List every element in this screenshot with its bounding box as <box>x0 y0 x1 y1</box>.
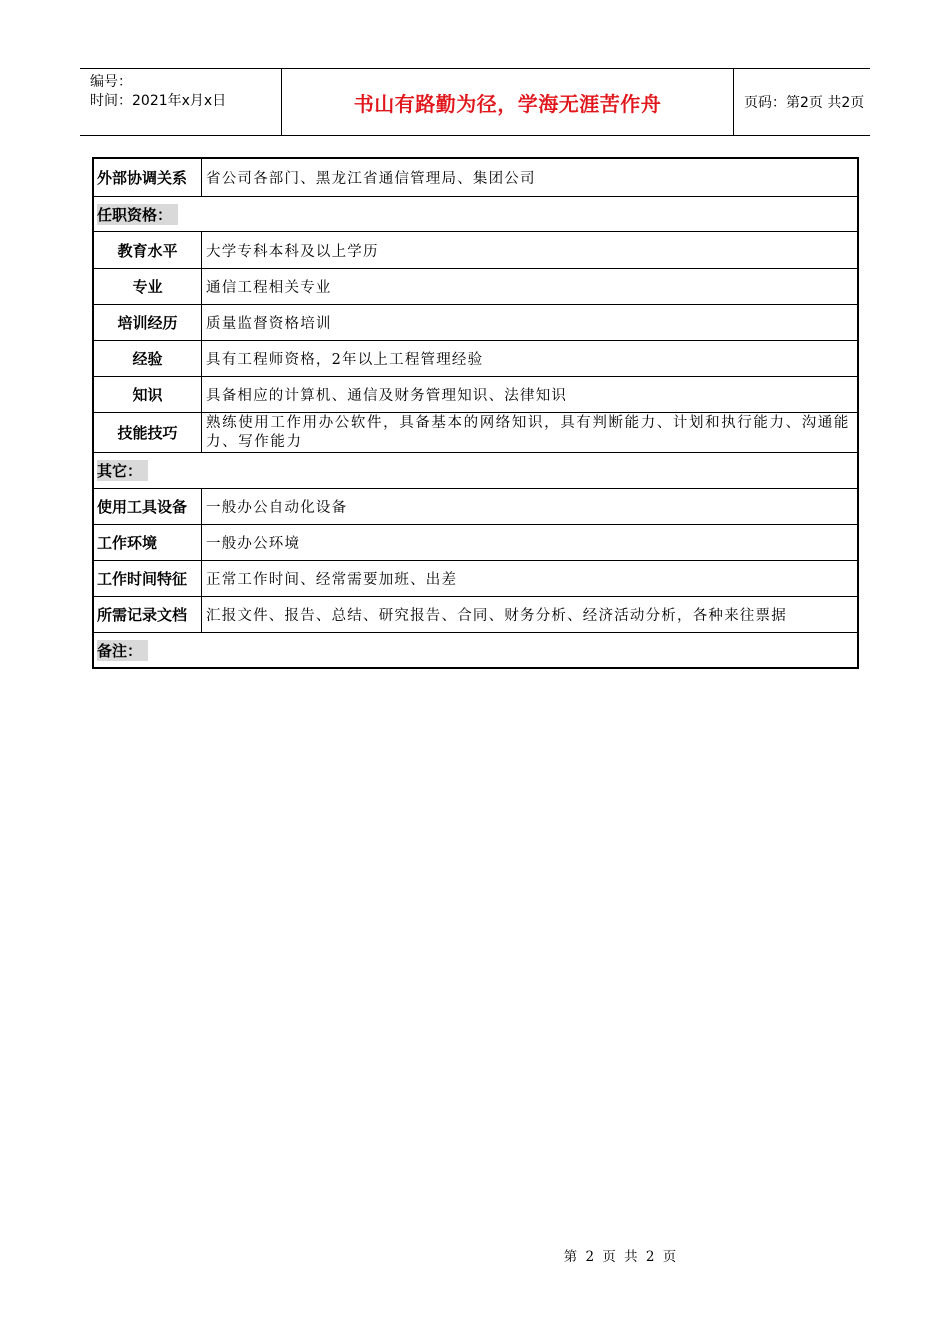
section-heading-remarks <box>94 632 857 667</box>
table-row <box>94 340 857 376</box>
row-label: 工作时间特征 <box>94 561 202 596</box>
header-page-info: 页码：第2页 共2页 <box>744 95 865 111</box>
row-value: 大学专科本科及以上学历 <box>206 243 379 260</box>
table-row <box>94 596 857 632</box>
row-value: 通信工程相关专业 <box>206 280 332 296</box>
table-row <box>94 488 857 524</box>
row-value: 正常工作时间、经常需要加班、出差 <box>206 572 458 588</box>
table-row <box>94 231 857 268</box>
row-label: 外部协调关系 <box>94 159 202 196</box>
table-row <box>94 376 857 412</box>
section-heading-qualifications <box>94 196 857 231</box>
header-meta <box>80 69 282 135</box>
header-motto: 书山有路勤为径，学海无涯苦作舟 <box>282 69 734 135</box>
row-label: 所需记录文档 <box>94 597 202 632</box>
job-spec-table <box>92 157 859 669</box>
row-value: 具备相应的计算机、通信及财务管理知识、法律知识 <box>206 388 568 404</box>
document-date: 时间：2021年x月x日 <box>90 93 227 109</box>
row-label: 教育水平 <box>94 232 202 268</box>
row-label: 经验 <box>94 341 202 376</box>
row-value: 一般办公自动化设备 <box>206 500 348 516</box>
row-value: 一般办公环境 <box>206 536 301 552</box>
table-row-external <box>94 159 857 196</box>
table-row <box>94 412 857 452</box>
table-row <box>94 304 857 340</box>
page-header <box>80 68 870 136</box>
section-heading-text: 其它： <box>97 460 148 481</box>
row-label: 技能技巧 <box>94 413 202 452</box>
row-value: 具有工程师资格，2年以上工程管理经验 <box>206 352 484 368</box>
row-label: 工作环境 <box>94 525 202 560</box>
table-row <box>94 268 857 304</box>
row-value: 省公司各部门、黑龙江省通信管理局、集团公司 <box>206 171 536 187</box>
row-label: 知识 <box>94 377 202 412</box>
row-value: 汇报文件、报告、总结、研究报告、合同、财务分析、经济活动分析，各种来往票据 <box>206 608 787 624</box>
row-label: 使用工具设备 <box>94 489 202 524</box>
document-number-label: 编号： <box>90 74 132 90</box>
row-label: 专业 <box>94 269 202 304</box>
page-footer: 第 2 页 共 2 页 <box>563 1249 679 1265</box>
section-heading-other <box>94 452 857 488</box>
row-label: 培训经历 <box>94 305 202 340</box>
section-heading-text: 备注： <box>97 640 148 661</box>
table-row <box>94 560 857 596</box>
table-row <box>94 524 857 560</box>
section-heading-text: 任职资格： <box>97 204 178 225</box>
row-value: 质量监督资格培训 <box>206 316 332 332</box>
row-value: 熟练使用工作用办公软件，具备基本的网络知识，具有判断能力、计划和执行能力、沟通能力、写作能力 <box>206 414 850 450</box>
